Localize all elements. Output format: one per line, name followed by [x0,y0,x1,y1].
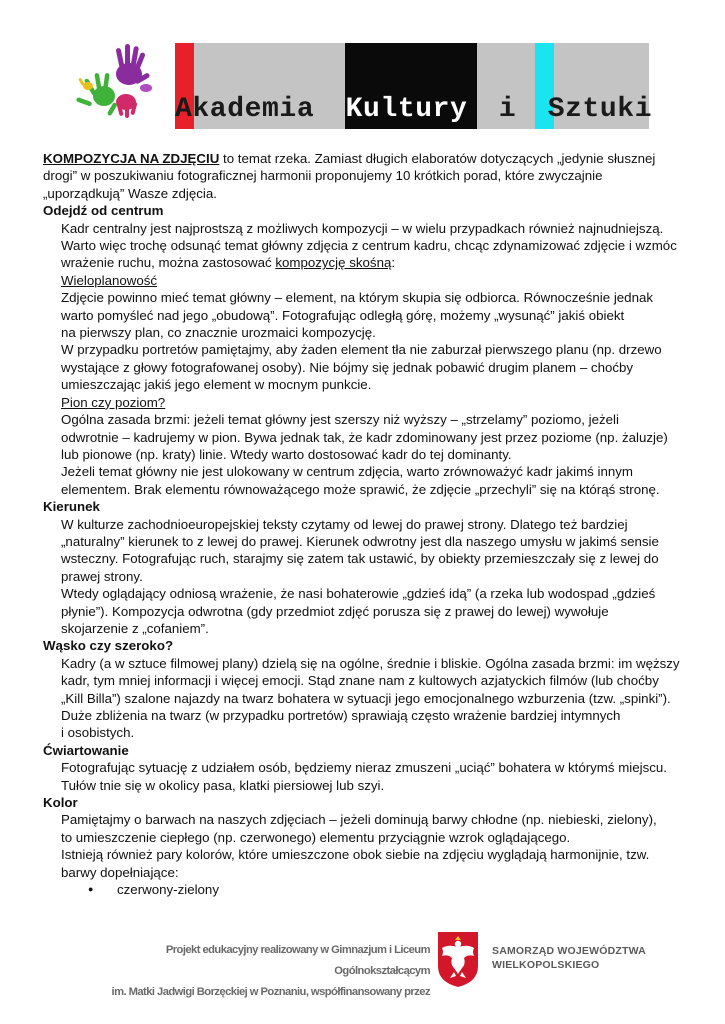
section-heading: Kolor [43,795,78,811]
title-word: Sztuki [547,94,653,125]
paragraph-line: Jeżeli temat główny nie jest ulokowany w centrum zdjęcia, warto zrównoważyć kadr jakimś innym [61,464,633,480]
text: wrażenie ruchu, można zastosować [61,255,276,271]
paragraph-line: Kadr centralny jest najprostszą z możliwych kompozycji – w wielu przypadkach również najnudniejszą. [61,220,664,236]
paragraph-line: Fotografując sytuację z udziałem osób, będziemy nieraz zmuszeni „uciąć” bohatera w którymś miejscu. [61,760,667,776]
paragraph-line: odwrotnie – kadrujemy w pion. Bywa jednak tak, że kadr zdominowany jest przez poziome (np. żaluzje) [61,429,668,445]
list-item-text: czerwony-zielony [117,882,219,898]
kompozycja-skosna-link[interactable]: kompozycję skośną [275,255,392,271]
intro-line: „uporządkują” Wasze zdjęcia. [43,185,217,201]
intro-lead: KOMPOZYCJA NA ZDJĘCIU [43,151,220,166]
paragraph-line: na pierwszy plan, co znacznie urozmaici kompozycję. [61,325,376,341]
org-line: SAMORZĄD WOJEWÓDZTWA [492,945,646,957]
paragraph-line: wsteczny. Fotografując ruch, starajmy się zatem tak ustawić, by obiekty przemieszczały się z lewej do [61,551,659,567]
section-heading: Ćwiartowanie [43,742,129,758]
paragraph-line: Pamiętajmy o barwach na naszych zdjęciach – jeżeli dominują barwy chłodne (np. niebieski, zielony), [61,812,657,828]
title-word: Kultury [345,94,468,125]
paragraph-line: kadr, tym mniej informacji i więcej emocji. Stąd znane nam z kultowych azjatyckich filmów (lub choćby [61,673,659,689]
paragraph-line [43,254,693,271]
paragraph-line: Ogólna zasada brzmi: jeżeli temat główny jest szerszy niż wyższy – „strzelamy” poziomo, jeżeli [61,412,619,428]
intro-line [43,150,693,167]
paragraph-line: W przypadku portretów pamiętajmy, aby żaden element tła nie zaburzał pierwszego planu (np. drzewo [61,342,662,358]
article-body [43,150,693,898]
page-footer [0,928,725,998]
bullet-icon: ● [88,884,94,895]
credit-line: Projekt edukacyjny realizowany w Gimnazjum i Liceum Ogólnokształcącym [165,944,430,977]
paragraph-line: płynie”). Kompozycja odwrotna (gdy przedmiot zdjęć porusza się z prawej do lewej) wywołuje [61,603,609,619]
paragraph-line: Duże zbliżenia na twarz (w przypadku portretów) sprawiają często wrażenie bardziej intymnych [61,708,621,723]
list-item [43,881,693,898]
paragraph-line: prawej strony. [61,568,143,584]
paragraph-line: warto pomyśleć nad jego „obudową”. Fotografując odległą górę, możemy „wysunąć” jakiś obiekt [61,307,625,323]
paragraph-line: skojarzenie z „cofaniem”. [61,620,209,636]
paragraph-line: elementem. Brak elementu równoważącego może sprawić, że zdjęcie „przechyli” się na którąś stronę. [61,481,660,497]
paragraph-line: wystające z głowy fotografowanej osoby). Nie bójmy się jednak pobawić drugim planem – choćby [61,359,634,375]
paragraph-line: Tułów tnie się w okolicy pasa, klatki piersiowej lub szyi. [61,777,385,793]
coat-of-arms-eagle-icon [436,930,480,988]
project-credit [100,940,430,1003]
paragraph-line: to umieszczenie ciepłego (np. czerwonego) elementu przyciągnie wzrok oglądającego. [61,829,571,845]
organization-name [492,944,672,972]
paragraph-line: „naturalny” kierunek to z lewej do prawej. Kierunek odwrotny jest dla naszego umysłu w jakimś sensie [61,533,659,549]
subheading-wieloplanowosc: Wieloplanowość [61,272,158,288]
paragraph-line: Istnieją również pary kolorów, które umieszczone obok siebie na zdjęciu wyglądają harmonijnie, tzw. [61,847,650,863]
paragraph-line: Zdjęcie powinno mieć temat główny – element, na którym skupia się odbiorca. Równocześnie jednak [61,290,654,306]
paragraph-line: lub pionowe (np. kraty) linie. Wtedy warto dostosować kadr do tej dominanty. [61,446,512,462]
paragraph-line: i osobistych. [61,725,135,741]
paragraph-line: Kadry (a w sztuce filmowej plany) dzielą się na ogólne, średnie i bliskie. Ogólna zasada brzmi: im węższy [61,655,680,671]
text: : [391,255,396,271]
intro-text: to temat rzeka. Zamiast długich elaboratów dotyczących „jedynie słusznej [219,151,656,166]
section-heading: Wąsko czy szeroko? [43,638,174,654]
colorful-hands-logo-icon [74,40,174,120]
credit-line: im. Matki Jadwigi Borzęckiej w Poznaniu, współfinansowany przez [111,986,430,998]
paragraph-line: Wtedy oglądający odniosą wrażenie, że nasi bohaterowie „gdzieś idą” (a rzeka lub wodospad „gdzieś [61,586,656,602]
intro-line: drogi” w poszukiwaniu fotograficznej harmonii proponujemy 10 krótkich porad, które zwyczajnie [43,168,603,184]
title-word: i [498,94,517,125]
page-header [0,0,725,140]
section-heading: Odejdź od centrum [43,203,164,219]
paragraph-line: umieszczając jakiś jego element w mocnym punkcie. [61,377,372,393]
paragraph-line: barwy dopełniające: [61,864,179,880]
site-title [175,92,655,128]
subheading-pion-czy-poziom: Pion czy poziom? [61,394,166,410]
org-line: WIELKOPOLSKIEGO [492,959,600,971]
paragraph-line: Warto więc trochę odsunąć temat główny zdjęcia z centrum kadru, chcąc zdynamizować zdjęcie i wzmóc [61,238,677,254]
title-word: Akademia [175,94,315,125]
paragraph-line: „Kill Billa”) szalone najazdy na twarz bohatera w sytuacji jego emocjonalnego wzburzenia (tzw. „spinki”). [61,690,671,706]
paragraph-line: W kulturze zachodnioeuropejskiej teksty czytamy od lewej do prawej strony. Dlatego też bardziej [61,516,628,532]
section-heading: Kierunek [43,499,100,515]
